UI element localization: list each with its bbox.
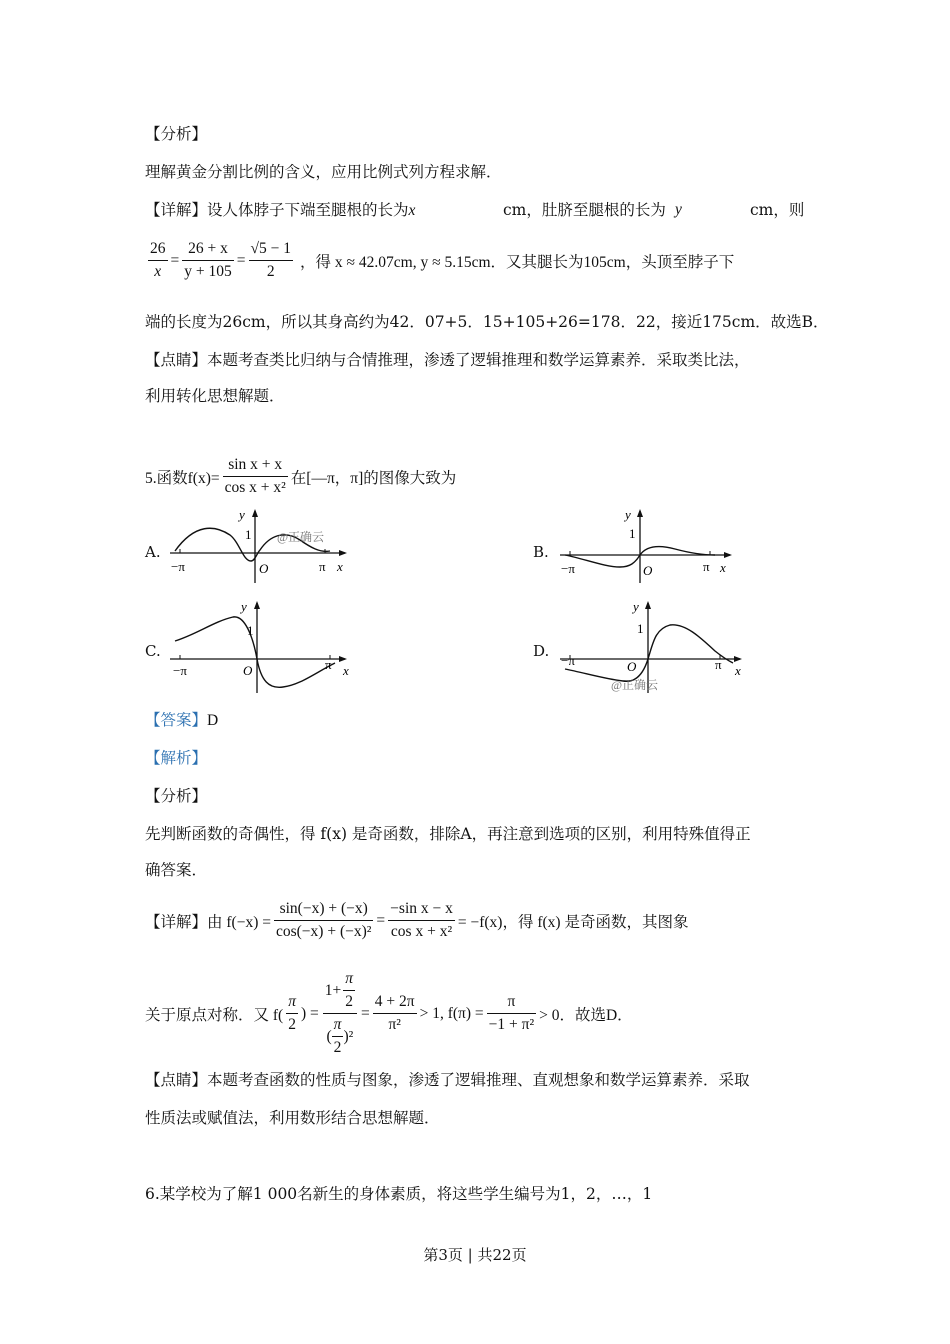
q5-comment-heading: 【点睛】 [145,1071,208,1089]
half-pi-fraction: $\frac{\pi}{2}$ [288,993,296,1033]
graph-c-x: x [343,663,349,678]
graph-c-origin: O [243,663,253,678]
detail-line-1 [145,200,805,221]
option-b-label: B. [533,543,549,561]
graph-b-one: 1 [629,526,636,541]
var-y: y [675,201,682,218]
graph-a-x: x [337,559,343,574]
special-value-equation: 关于原点对称．又 f( $\frac{\pi}{2}$ ) = 1+ $\frac{\pi}{2}$ ( $\frac{\pi}{2}$ )² = $\frac{4 + 2\pi}{\text{π²}}$ > 1, f(π) = $\frac{\pi}{\text{−1 + π²}}$ > 0．故选D． [145,968,633,1059]
graph-d-origin: O [627,659,637,674]
odd-fraction-2: $\frac{\text{−sin x − x}}{\text{cos x + x²}}$ [390,900,453,940]
graph-a [165,505,355,585]
detail-text: 设人体脖子下端至腿根的长为 [207,201,409,219]
graph-b-y: y [625,507,631,522]
odd-fraction-1: $\frac{\sin(-x) + (-x)}{\text{cos(−x) + (−x)²}}$ [275,900,372,940]
height-line: 端的长度为26cm，所以其身高约为42．07+5．15+105+26=178．22，接近175cm．故选B． [145,313,829,331]
var-x: x [408,202,416,219]
value-fraction: $\frac{4 + 2\pi}{\text{π²}}$ [374,993,415,1033]
graph-a-watermark: @正确云 [277,530,325,544]
graph-a-pi: π [319,559,326,574]
graph-a-y: y [239,507,245,522]
graph-a-neg-pi: −π [171,559,185,574]
q5-analysis-line-1: 先判断函数的奇偶性，得 f(x) 是奇函数，排除A，再注意到选项的区别，利用特殊值得正 [145,825,751,843]
analysis-text: 理解黄金分割比例的含义，应用比例式列方程求解． [145,163,502,181]
graph-d-x: x [735,663,741,678]
compound-fraction: 1+ $\frac{\pi}{2}$ ( $\frac{\pi}{2}$ )² [323,968,357,1059]
option-d-label: D. [533,642,550,660]
q5-detail-heading: 【详解】 [145,913,208,931]
answer-line [145,710,218,731]
graph-d-y: y [633,599,639,614]
comment-line-1: 【点睛】本题考查类比归纳与合情推理，渗透了逻辑推理和数学运算素养．采取类比法， [145,351,750,369]
comment-heading: 【点睛】 [145,351,208,369]
option-a-label: A. [145,543,161,561]
graph-c-pi: π [325,657,332,672]
analysis-heading: 【分析】 [145,125,208,143]
graph-b-pi: π [703,559,710,574]
graph-c [165,597,355,697]
graph-b-origin: O [643,563,653,578]
ratio-fraction-3: $\frac{√5 - 1}{2}$ [250,240,291,280]
graph-d [555,597,750,697]
answer-heading: 【答案】 [145,711,208,729]
graph-a-one: 1 [245,527,252,542]
graph-d-one: 1 [637,621,644,636]
q5-comment-line-1: 【点睛】本题考查函数的性质与图象，渗透了逻辑推理、直观想象和数学运算素养．采取 [145,1071,750,1089]
graph-d-watermark: @正确云 [611,678,659,692]
q6-stem: 6.某学校为了解1 000名新生的身体素质，将这些学生编号为1，2，…，1 [145,1185,653,1203]
unit-text-2: cm，则 [750,201,805,219]
graph-b-x: x [720,560,726,575]
graph-d-pi: π [715,657,722,672]
option-c-label: C. [145,642,161,660]
graph-b-neg-pi: −π [561,561,575,576]
q5-stem: 5.函数f(x)= $\frac{\text{sin x + x}}{\text{cos x + x²}}$ 在[—π，π]的图像大致为 [145,454,456,499]
ratio-fraction-2: $\frac{26 + x}{y + 105}$ [184,240,232,280]
f-pi-fraction: $\frac{\pi}{\text{−1 + π²}}$ [488,993,535,1033]
graph-c-neg-pi: −π [173,663,187,678]
detail-heading: 【详解】 [145,201,208,219]
q5-stem-fraction: $\frac{\text{sin x + x}}{\text{cos x + x²}}$ [224,456,286,496]
graph-c-one: 1 [247,623,254,638]
ratio-equation: $\frac{26}{x}$ = $\frac{26 + x}{y + 105}$ = $\frac{√5 - 1}{2}$ ，得 x ≈ 42.07cm, y ≈ 5.15cm．又其腿长为105cm，头顶至脖子下 [145,238,734,283]
q5-analysis-heading: 【分析】 [145,787,208,805]
q5-comment-line-2: 性质法或赋值法，利用数形结合思想解题． [145,1109,440,1127]
graph-a-origin: O [259,561,269,576]
page-footer: 第3页 | 共22页 [423,1246,527,1264]
answer-value: D [207,712,219,729]
unit-text-1: cm，肚脐至腿根的长为 [503,201,666,219]
odd-function-equation: 【详解】 由 f(−x) = $\frac{\sin(-x) + (-x)}{\text{cos(−x) + (−x)²}}$ = $\frac{\text{−sin x − x}}{\text{cos x + x²}}$ = −f(x)，得 f(x) 是奇函数，其图象 [145,898,688,943]
graph-b [555,505,745,585]
ratio-fraction-1: $\frac{26}{x}$ [150,240,166,280]
solution-heading: 【解析】 [145,749,208,767]
comment-line-2: 利用转化思想解题． [145,387,285,405]
graph-d-neg-pi: −π [561,653,575,668]
graph-c-y: y [241,599,247,614]
ratio-tail: ，得 x ≈ 42.07cm, y ≈ 5.15cm．又其腿长为105cm，头顶至脖子下 [300,253,735,271]
q5-analysis-line-2: 确答案． [145,861,208,879]
